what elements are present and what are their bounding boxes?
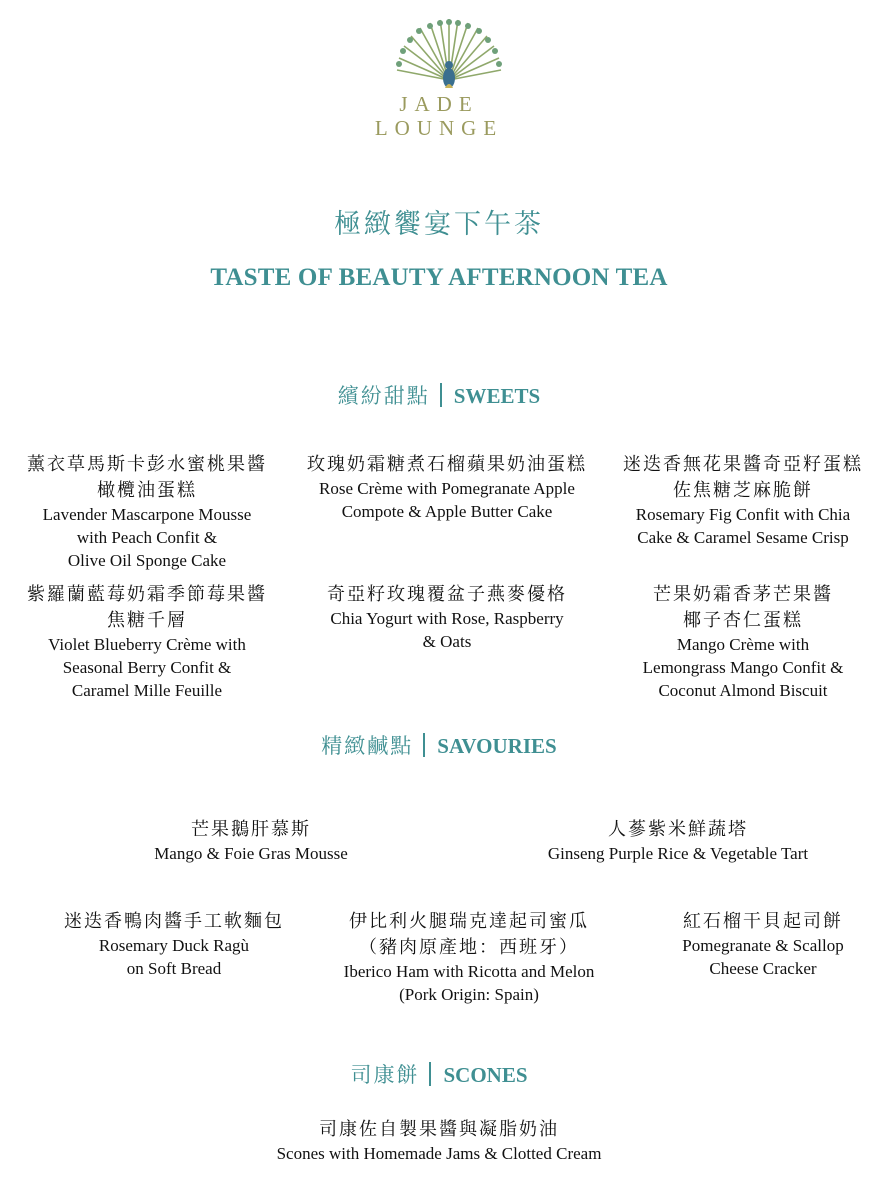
item-name-en: (Pork Origin: Spain) (399, 985, 539, 1004)
item-name-zh: 玫瑰奶霜糖煮石榴蘋果奶油蛋糕 (307, 454, 587, 474)
item-name-zh: 迷迭香無花果醬奇亞籽蛋糕 (623, 454, 863, 474)
menu-item (100, 816, 402, 865)
item-name-en: Chia Yogurt with Rose, Raspberry (330, 609, 564, 628)
section-heading-scones (0, 1059, 878, 1089)
section-heading-zh: 繽紛甜點 (337, 384, 430, 408)
menu-item (650, 908, 876, 980)
brand-name-line1: JADE (399, 92, 479, 116)
menu-item (310, 908, 628, 1006)
item-name-en: Cake & Caramel Sesame Crisp (637, 528, 849, 547)
item-name-en: on Soft Bread (126, 959, 222, 978)
menu-item (12, 451, 282, 572)
section-heading-en: SAVOURIES (437, 734, 557, 758)
item-name-en: Pomegranate & Scallop (682, 936, 844, 955)
peacock-logo-icon (389, 18, 509, 90)
item-name-en: Seasonal Berry Confit & (62, 658, 232, 677)
menu-title-en: TASTE OF BEAUTY AFTERNOON TEA (210, 264, 668, 291)
item-name-zh: 紫羅蘭藍莓奶霜季節莓果醬 (27, 584, 267, 604)
item-name-en: Rosemary Fig Confit with Chia (635, 505, 851, 524)
item-name-zh: （豬肉原產地：西班牙） (359, 937, 579, 957)
menu-item (200, 1116, 678, 1165)
item-name-zh: 焦糖千層 (107, 610, 187, 630)
item-name-zh: 橄欖油蛋糕 (97, 480, 197, 500)
item-name-en: Lavender Mascarpone Mousse (42, 505, 252, 524)
section-heading-en: SCONES (443, 1063, 528, 1087)
item-name-zh: 人蔘紫米鮮蔬塔 (608, 819, 748, 839)
item-name-zh: 薰衣草馬斯卡彭水蜜桃果醬 (27, 454, 267, 474)
item-name-zh: 伊比利火腿瑞克達起司蜜瓜 (349, 911, 589, 931)
item-name-en: Compote & Apple Butter Cake (341, 502, 553, 521)
item-name-en: Rose Crème with Pomegranate Apple (319, 479, 575, 498)
item-name-en: Mango & Foie Gras Mousse (154, 844, 348, 863)
item-name-en: Coconut Almond Biscuit (658, 681, 828, 700)
menu-item (40, 908, 308, 980)
item-name-zh: 奇亞籽玫瑰覆盆子燕麥優格 (327, 584, 567, 604)
section-heading-sweets (0, 380, 878, 410)
item-name-zh: 佐焦糖芝麻脆餅 (673, 480, 813, 500)
item-name-en: Iberico Ham with Ricotta and Melon (343, 962, 595, 981)
menu-item (287, 581, 607, 653)
item-name-en: Mango Crème with (676, 635, 810, 654)
item-name-en: Ginseng Purple Rice & Vegetable Tart (547, 844, 809, 863)
menu-item (287, 451, 607, 523)
item-name-en: & Oats (422, 632, 472, 651)
section-heading-zh: 司康餅 (350, 1063, 420, 1087)
menu-item (508, 816, 848, 865)
item-name-zh: 芒果奶霜香茅芒果醬 (653, 584, 833, 604)
divider (440, 383, 442, 407)
menu-item (12, 581, 282, 702)
divider (429, 1062, 431, 1086)
item-name-en: Lemongrass Mango Confit & (642, 658, 844, 677)
item-name-en: Rosemary Duck Ragù (98, 936, 250, 955)
menu-title-zh: 極緻饗宴下午茶 (334, 209, 544, 239)
item-name-zh: 司康佐自製果醬與凝脂奶油 (319, 1119, 559, 1139)
menu-item (612, 451, 874, 549)
item-name-zh: 迷迭香鴨肉醬手工軟麵包 (64, 911, 284, 931)
section-heading-zh: 精緻鹹點 (321, 734, 414, 758)
section-heading-en: SWEETS (453, 384, 541, 408)
brand-name-line2: LOUNGE (374, 116, 504, 140)
item-name-en: Violet Blueberry Crème with (48, 635, 246, 654)
section-heading-savouries (0, 730, 878, 760)
item-name-zh: 椰子杏仁蛋糕 (683, 610, 803, 630)
menu-item (612, 581, 874, 702)
item-name-zh: 芒果鵝肝慕斯 (191, 819, 311, 839)
item-name-en: Caramel Mille Feuille (71, 681, 223, 700)
divider (423, 733, 425, 757)
item-name-en: with Peach Confit & (76, 528, 218, 547)
item-name-en: Cheese Cracker (709, 959, 817, 978)
item-name-en: Olive Oil Sponge Cake (67, 551, 227, 570)
item-name-zh: 紅石榴干貝起司餅 (683, 911, 843, 931)
item-name-en: Scones with Homemade Jams & Clotted Cream (276, 1144, 602, 1163)
